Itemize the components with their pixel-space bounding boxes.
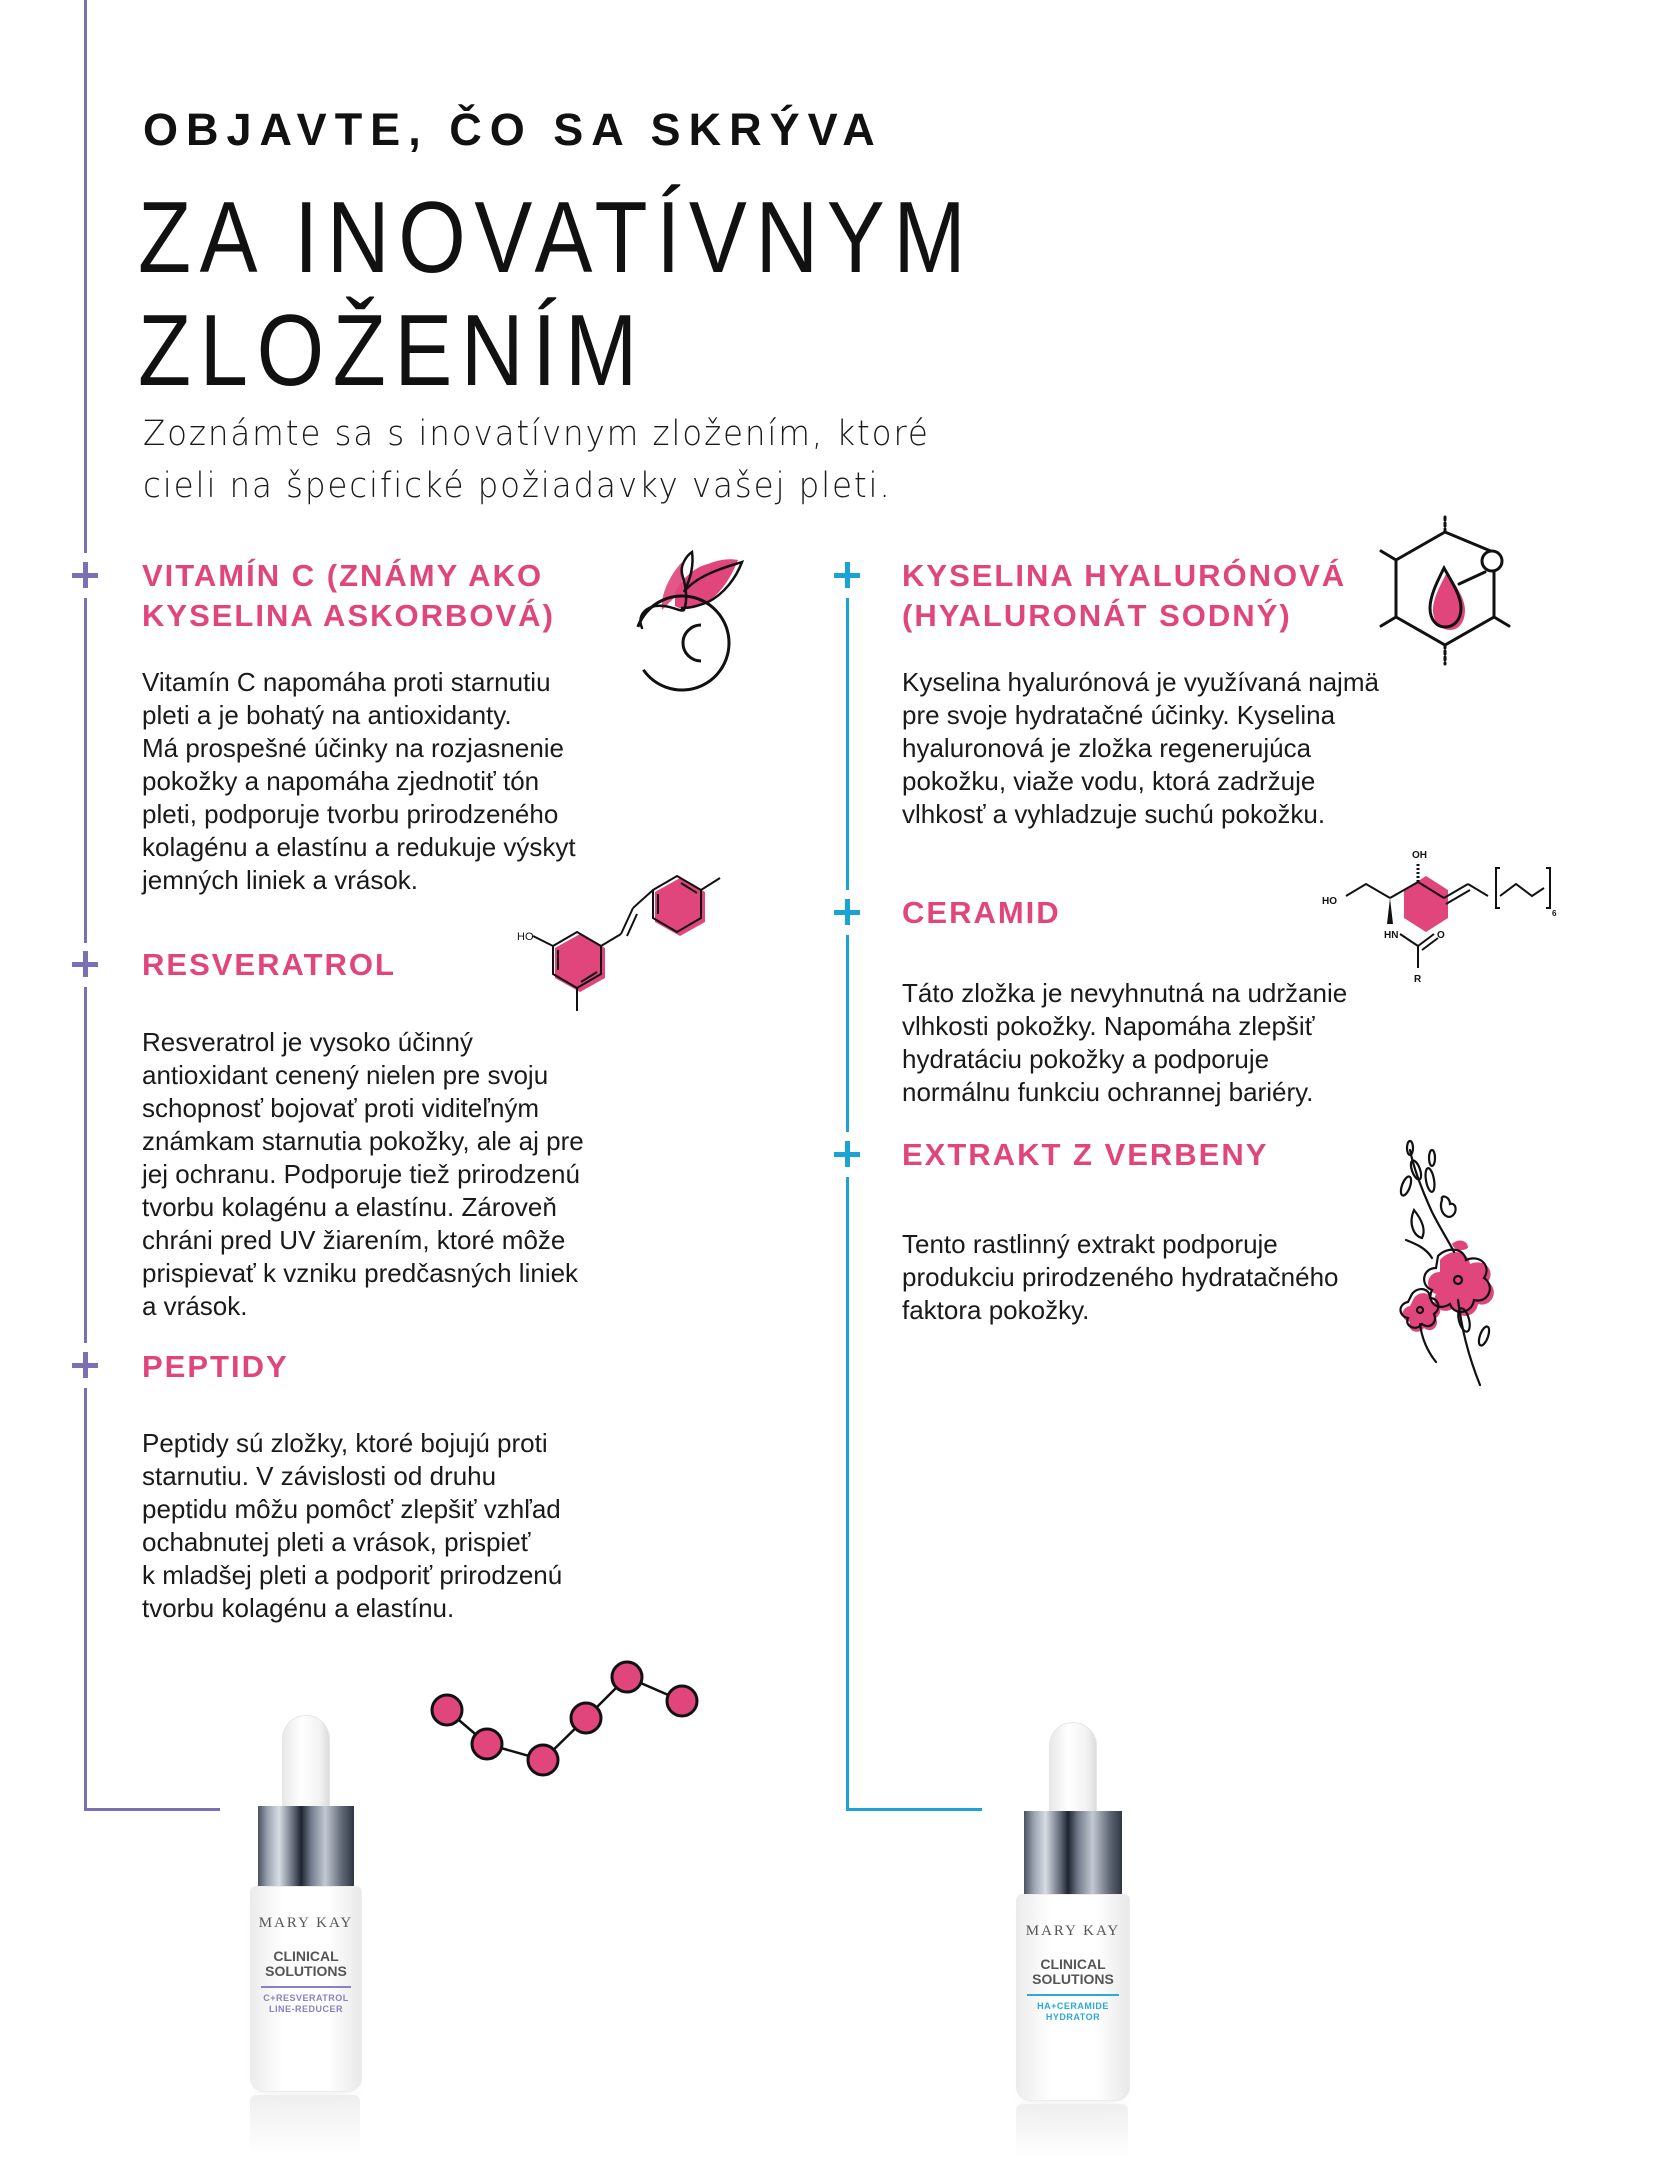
label-rule <box>261 1986 351 1988</box>
left-timeline-end <box>84 1808 220 1811</box>
heading-line: EXTRAKT Z VERBENY <box>902 1137 1269 1172</box>
dropper-cap <box>1024 1811 1122 1894</box>
section-heading <box>902 893 1061 933</box>
body-line: jej ochranu. Podporuje tiež prirodzenú <box>142 1159 580 1189</box>
ceramide-molecule-icon <box>1318 838 1558 988</box>
plus-icon <box>72 562 98 588</box>
body-line: hyaluronová je zložka regenerujúca <box>902 733 1312 763</box>
left-timeline-line <box>84 1388 87 1811</box>
product-variant <box>1017 2001 1129 2023</box>
body-line: Tento rastlinný extrakt podporuje <box>902 1229 1278 1259</box>
line-name-line: CLINICAL <box>1040 1956 1106 1972</box>
molecule-label: 6 <box>1552 909 1557 918</box>
hyaluronic-drop-icon <box>1375 512 1515 672</box>
variant-line: LINE-REDUCER <box>268 2004 343 2014</box>
bottle-reflection <box>1016 2104 1128 2160</box>
line-name-line: SOLUTIONS <box>265 1963 347 1979</box>
product-line-name <box>1017 1957 1129 1987</box>
plus-icon <box>834 1141 860 1167</box>
body-line: Má prospešné účinky na rozjasnenie <box>142 733 565 763</box>
section-body <box>902 977 1347 1109</box>
product-line-name <box>251 1949 361 1979</box>
right-timeline-end <box>846 1808 982 1811</box>
plus-icon <box>72 951 98 977</box>
page-subtitle <box>143 408 930 512</box>
subtitle-line: cieli na špecifické požiadavky vašej pleti. <box>143 466 892 506</box>
verbena-flower-icon <box>1392 1140 1512 1390</box>
heading-line: (HYALURONÁT SODNÝ) <box>902 598 1292 633</box>
body-line: antioxidant cenený nielen pre svoju <box>142 1060 549 1090</box>
left-timeline-line <box>84 598 87 943</box>
right-timeline-line <box>846 598 849 890</box>
product-bottle-resveratrol <box>250 1715 362 2155</box>
heading-line: CERAMID <box>902 895 1061 930</box>
body-line: produkciu prirodzeného hydratačného <box>902 1262 1339 1292</box>
section-heading <box>142 556 555 636</box>
line-name-line: CLINICAL <box>273 1948 339 1964</box>
molecule-label: OH <box>1412 850 1427 861</box>
body-line: tvorbu kolagénu a elastínu. <box>142 1593 455 1623</box>
body-line: peptidu môžu pomôcť zlepšiť vzhľad <box>142 1494 561 1524</box>
body-line: Resveratrol je vysoko účinný <box>142 1027 473 1057</box>
brand-logo: MARY KAY <box>1025 1923 1121 1939</box>
section-heading <box>902 556 1346 636</box>
left-timeline-line-top <box>84 0 87 553</box>
resveratrol-molecule-icon <box>515 866 730 1026</box>
body-line: známkam starnutia pokožky, ale aj pre <box>142 1126 584 1156</box>
page-title-line: ZA INOVATÍVNYM <box>138 182 975 294</box>
brand-logo: MARY KAY <box>258 1915 354 1931</box>
body-line: hydratáciu pokožky a podporuje <box>902 1044 1270 1074</box>
variant-line: HA+CERAMIDE <box>1037 2001 1109 2011</box>
molecule-label: HO <box>517 931 534 943</box>
page-title <box>138 182 974 408</box>
body-line: ochabnutej pleti a vrások, prispieť <box>142 1527 531 1557</box>
heading-line: PEPTIDY <box>142 1349 289 1384</box>
kicker-heading: OBJAVTE, ČO SA SKRÝVA <box>143 104 883 155</box>
body-line: Táto zložka je nevyhnutná na udržanie <box>902 978 1348 1008</box>
body-line: pokožky a napomáha zjednotiť tón <box>142 766 540 796</box>
right-timeline-line <box>846 1177 849 1811</box>
line-name-line: SOLUTIONS <box>1032 1971 1114 1987</box>
body-line: Kyselina hyalurónová je využívaná najmä <box>902 667 1379 697</box>
bottle-body <box>250 1886 362 2092</box>
subtitle-line: Zoznámte sa s inovatívnym zložením, ktoré <box>143 414 930 454</box>
molecule-label: HO <box>1322 896 1337 907</box>
body-line: Vitamín C napomáha proti starnutiu <box>142 667 551 697</box>
molecule-label: HN <box>1384 930 1399 941</box>
body-line: tvorbu kolagénu a elastínu. Zároveň <box>142 1192 557 1222</box>
body-line: prispievať k vzniku predčasných liniek <box>142 1258 579 1288</box>
product-variant <box>251 1993 361 2015</box>
section-heading <box>142 945 396 985</box>
heading-line: VITAMÍN C (ZNÁMY AKO <box>142 558 544 593</box>
section-body <box>142 1427 562 1625</box>
heading-line: KYSELINA ASKORBOVÁ) <box>142 598 555 633</box>
molecule-label: O <box>1437 930 1445 941</box>
body-line: k mladšej pleti a podporiť prirodzenú <box>142 1560 563 1590</box>
body-line: pleti, podporuje tvorbu prirodzeného <box>142 799 559 829</box>
section-body <box>902 666 1379 831</box>
dropper-cap <box>258 1806 354 1886</box>
body-line: starnutiu. V závislosti od druhu <box>142 1461 497 1491</box>
variant-line: C+RESVERATROL <box>263 1993 349 2003</box>
section-heading <box>902 1135 1268 1175</box>
plus-icon <box>834 899 860 925</box>
variant-line: HYDRATOR <box>1045 2012 1101 2022</box>
section-body <box>142 666 576 897</box>
heading-line: KYSELINA HYALURÓNOVÁ <box>902 558 1347 593</box>
section-body <box>902 1228 1339 1327</box>
dropper-bulb <box>282 1715 330 1812</box>
body-line: pleti a je bohatý na antioxidanty. <box>142 700 512 730</box>
body-line: faktora pokožky. <box>902 1295 1090 1325</box>
plus-icon <box>72 1352 98 1378</box>
vitamin-c-icon <box>620 540 750 700</box>
body-line: chráni pred UV žiarením, ktoré môže <box>142 1225 566 1255</box>
section-body <box>142 1026 584 1323</box>
page-title-line: ZLOŽENÍM <box>138 295 646 407</box>
body-line: kolagénu a elastínu a redukuje výskyt <box>142 832 576 862</box>
left-timeline-line <box>84 987 87 1343</box>
plus-icon <box>834 562 860 588</box>
dropper-bulb <box>1049 1722 1097 1817</box>
section-heading <box>142 1347 289 1387</box>
bottle-reflection <box>250 2095 360 2155</box>
body-line: a vrások. <box>142 1291 248 1321</box>
molecule-label: R <box>1414 974 1422 985</box>
body-line: jemných liniek a vrások. <box>142 865 418 895</box>
body-line: Peptidy sú zložky, ktoré bojujú proti <box>142 1428 548 1458</box>
body-line: pre svoje hydratačné účinky. Kyselina <box>902 700 1336 730</box>
label-rule <box>1027 1994 1119 1996</box>
bottle-body <box>1016 1894 1130 2101</box>
product-bottle-hyaluronic <box>1016 1722 1130 2160</box>
body-line: vlhkosť a vyhladzuje suchú pokožku. <box>902 799 1326 829</box>
body-line: pokožku, viaže vodu, ktorá zadržuje <box>902 766 1316 796</box>
body-line: schopnosť bojovať proti viditeľným <box>142 1093 540 1123</box>
body-line: vlhkosti pokožky. Napomáha zlepšiť <box>902 1011 1315 1041</box>
body-line: normálnu funkciu ochrannej bariéry. <box>902 1077 1314 1107</box>
right-timeline-line <box>846 935 849 1132</box>
peptide-chain-icon <box>420 1655 710 1785</box>
heading-line: RESVERATROL <box>142 947 396 982</box>
